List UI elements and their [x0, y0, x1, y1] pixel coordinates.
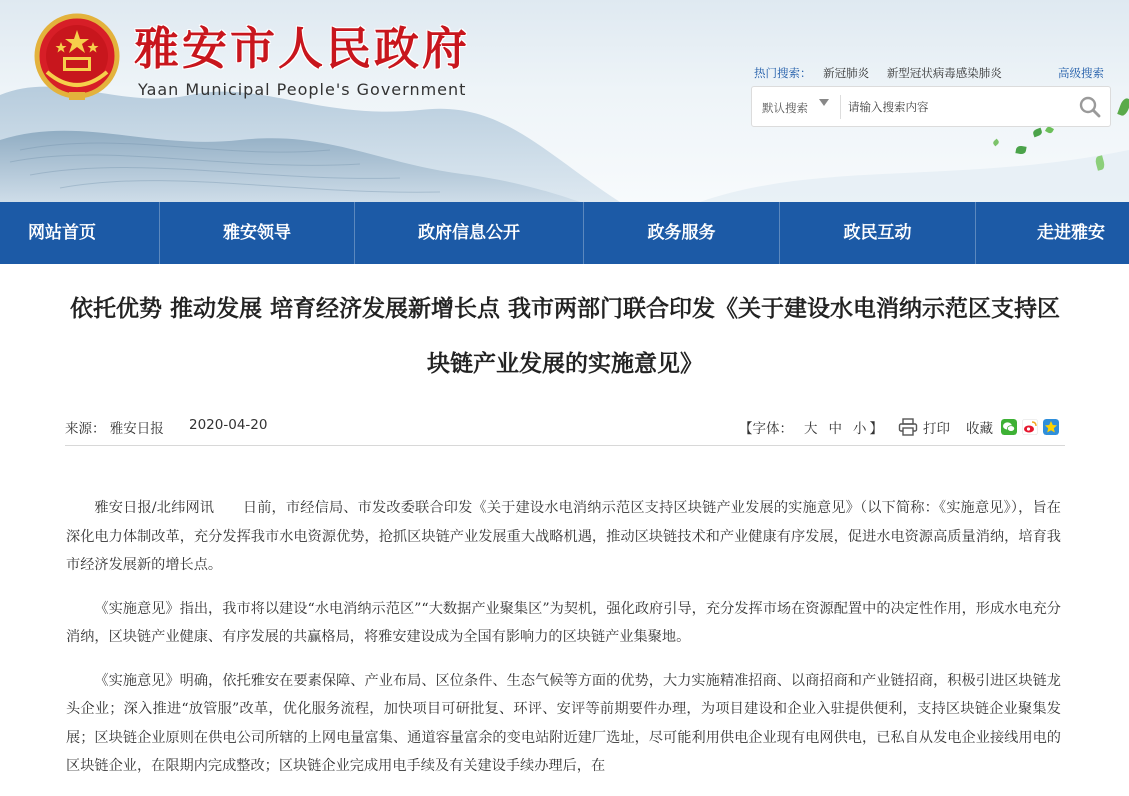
meta-divider — [65, 445, 1065, 446]
chevron-down-icon[interactable] — [819, 99, 829, 106]
hot-search-label: 热门搜索： — [754, 66, 812, 80]
main-nav — [0, 202, 1129, 264]
print-label: 打印 — [923, 421, 950, 437]
font-size-label: 【字体： — [739, 421, 793, 437]
site-title-cn: 雅安市人民政府 — [134, 22, 471, 75]
printer-icon — [898, 418, 918, 436]
article-paragraph: 《实施意见》明确，依托雅安在要素保障、产业布局、区位条件、生态气候等方面的优势，大力实施精准招商、以商招商和产业链招商，积极引进区块链龙头企业；深入推进“放管服”改革，优化服务流程，加快项目可研批复、环评、安评等前期要件办理，为项目建设和企业入驻提供便利，支持区块链企业聚集发展；区块链企业原则在供电公司所辖的上网电量富集、通道容量富余的变电站附近建厂选址，尽可能利用供电企业现有电网供电，已私自从发电企业接线用电的区块链企业，在限期内完成整改；区块链企业完成用电手续及有关建设手续办理后，在 — [66, 672, 1061, 774]
search-box — [751, 86, 1111, 127]
hot-search-item[interactable]: 新型冠状病毒感染肺炎 — [886, 66, 1002, 80]
nav-item-about-yaan[interactable]: 走进雅安 — [1037, 223, 1105, 243]
site-title-en: Yaan Municipal People's Government — [138, 80, 467, 99]
nav-item-interaction[interactable]: 政民互动 — [843, 223, 912, 243]
search-divider — [840, 95, 841, 119]
article-tools — [739, 417, 1059, 437]
nav-item-gov-info[interactable]: 政府信息公开 — [418, 223, 520, 243]
article-meta — [65, 417, 1065, 447]
wechat-icon[interactable] — [1001, 419, 1017, 435]
font-size-large-button[interactable]: 大 — [804, 421, 818, 437]
font-size-small-button[interactable]: 小 — [853, 421, 867, 437]
font-size-medium-button[interactable]: 中 — [828, 421, 842, 437]
article-source: 来源： 雅安日报 — [65, 421, 164, 437]
favorite-button[interactable]: 收藏 — [966, 421, 993, 437]
site-header — [0, 0, 1129, 202]
font-size-control — [739, 417, 886, 437]
article-date: 2020-04-20 — [189, 417, 268, 433]
search-scope-select[interactable]: 默认搜索 — [762, 101, 808, 115]
article-paragraph: 《实施意见》指出，我市将以建设“水电消纳示范区”“大数据产业聚集区”为契机，强化政府引导，充分发挥市场在资源配置中的决定性作用，形成水电充分消纳，区块链产业健康、有序发展的共赢格局，将雅安建设成为全国有影响力的区块链产业集聚地。 — [66, 600, 1061, 645]
weibo-icon[interactable] — [1022, 419, 1038, 435]
nav-item-leaders[interactable]: 雅安领导 — [223, 223, 291, 243]
nav-item-home[interactable]: 网站首页 — [28, 223, 96, 243]
article-body — [66, 494, 1061, 796]
article-title: 依托优势 推动发展 培育经济发展新增长点 我市两部门联合印发《关于建设水电消纳示范区支持区块链产业发展的实施意见》 — [69, 296, 1061, 377]
search-input[interactable] — [848, 95, 1068, 119]
advanced-search-link[interactable]: 高级搜索 — [1058, 66, 1104, 80]
national-emblem-icon — [33, 12, 121, 104]
article-paragraph: 雅安日报/北纬网讯 日前，市经信局、市发改委联合印发《关于建设水电消纳示范区支持区块链产业发展的实施意见》（以下简称：《实施意见》），旨在深化电力体制改革，充分发挥我市水电资源优势，抢抓区块链产业发展重大战略机遇，推动区块链技术和产业健康有序发展，促进水电资源高质量消纳，培育我市经济发展新的增长点。 — [66, 500, 1061, 573]
nav-item-services[interactable]: 政务服务 — [647, 223, 716, 243]
hot-search-bar — [754, 65, 1016, 81]
font-size-bracket: 】 — [869, 421, 883, 437]
print-button[interactable] — [898, 417, 950, 437]
hot-search-item[interactable]: 新冠肺炎 — [823, 66, 870, 80]
search-icon[interactable] — [1078, 96, 1102, 118]
qzone-icon[interactable] — [1043, 419, 1059, 435]
